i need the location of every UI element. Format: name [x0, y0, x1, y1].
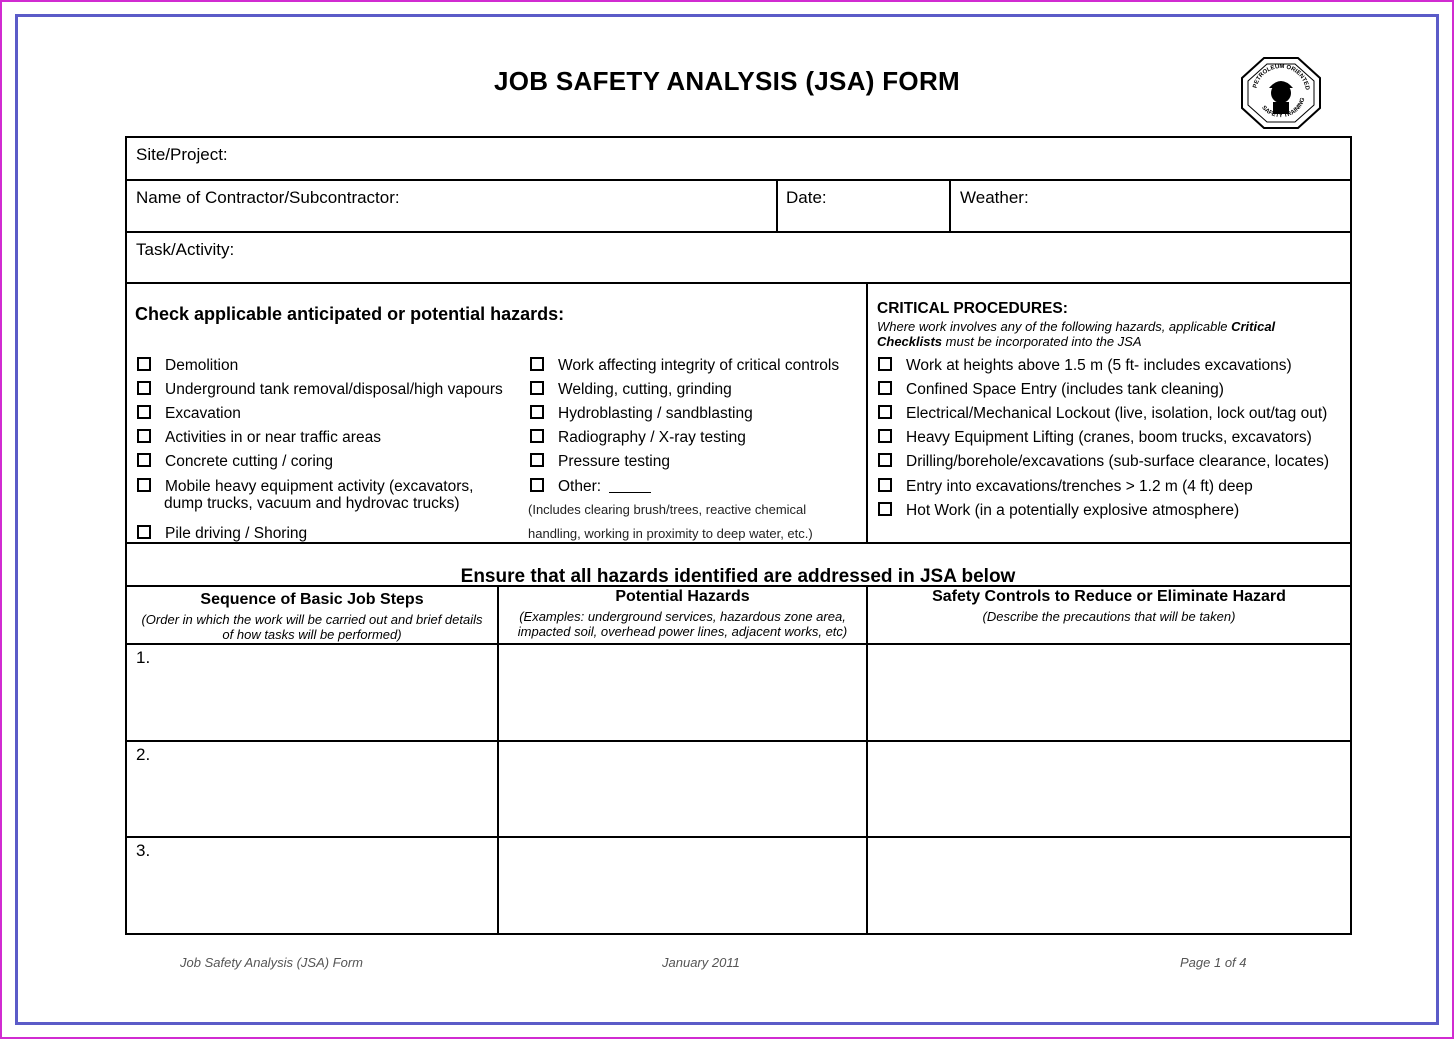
checkbox[interactable] — [137, 453, 151, 467]
critical-checkbox-item[interactable]: Hot Work (in a potentially explosive atmosphere) — [878, 502, 1239, 519]
rule — [866, 282, 868, 543]
rule — [125, 282, 1352, 284]
checkbox[interactable] — [530, 381, 544, 395]
checkbox[interactable] — [137, 381, 151, 395]
footer-form-name: Job Safety Analysis (JSA) Form — [180, 955, 364, 970]
other-note: (Includes clearing brush/trees, reactive chemical — [528, 502, 807, 517]
critical-checkbox-item[interactable]: Drilling/borehole/excavations (sub-surface clearance, locates) — [878, 453, 1329, 470]
hazard-checkbox-item[interactable]: Pressure testing — [530, 453, 670, 470]
column-title-steps: Sequence of Basic Job Steps — [200, 591, 424, 608]
logo-text-top: PETROLEUM ORIENTED — [1252, 63, 1310, 91]
contractor-field[interactable]: Name of Contractor/Subcontractor: — [136, 188, 400, 207]
hazard-checkbox-item[interactable]: Concrete cutting / coring — [137, 453, 333, 470]
checkbox[interactable] — [878, 381, 892, 395]
table-row-number: 1. — [136, 648, 151, 667]
logo-text-bottom: SAFETY TRAINING — [1260, 97, 1307, 120]
critical-procedures-heading: CRITICAL PROCEDURES: — [877, 300, 1068, 317]
critical-checkbox-item[interactable]: Entry into excavations/trenches > 1.2 m (4 ft) deep — [878, 478, 1253, 495]
critical-checkbox-item[interactable]: Work at heights above 1.5 m (5 ft- includes excavations) — [878, 357, 1292, 374]
task-activity-field[interactable]: Task/Activity: — [136, 240, 235, 259]
hazard-item-continuation: dump trucks, vacuum and hydrovac trucks) — [164, 495, 460, 512]
footer-page-number: Page 1 of 4 — [1180, 955, 1247, 970]
column-subtitle: (Describe the precautions that will be taken) — [982, 609, 1236, 624]
weather-field[interactable]: Weather: — [960, 188, 1029, 207]
rule — [949, 179, 951, 232]
other-blank-line[interactable] — [609, 492, 651, 493]
hazard-checkbox-item[interactable]: Pile driving / Shoring — [137, 525, 307, 542]
hazard-checkbox-item[interactable]: Demolition — [137, 357, 238, 374]
checkbox[interactable] — [530, 429, 544, 443]
table-row-number: 2. — [136, 745, 151, 764]
hazard-checkbox-item[interactable]: Welding, cutting, grinding — [530, 381, 732, 398]
checkbox[interactable] — [530, 453, 544, 467]
hazard-checkbox-item[interactable]: Mobile heavy equipment activity (excavators, — [137, 478, 473, 495]
critical-checkbox-item[interactable]: Electrical/Mechanical Lockout (live, isolation, lock out/tag out) — [878, 405, 1327, 422]
critical-checkbox-item[interactable]: Heavy Equipment Lifting (cranes, boom trucks, excavators) — [878, 429, 1312, 446]
column-subtitle: (Order in which the work will be carried out and brief details — [141, 612, 483, 627]
footer-date: January 2011 — [662, 955, 740, 970]
other-note: handling, working in proximity to deep water, etc.) — [528, 526, 813, 541]
checkbox[interactable] — [137, 405, 151, 419]
checkbox[interactable] — [530, 357, 544, 371]
hazard-checkbox-item[interactable]: Underground tank removal/disposal/high vapours — [137, 381, 503, 398]
hazard-checkbox-item[interactable]: Hydroblasting / sandblasting — [530, 405, 753, 422]
rule — [776, 179, 778, 232]
checkbox[interactable] — [530, 478, 544, 492]
critical-procedures-note: Where work involves any of the following hazards, applicable Critical Checklists must be incorporated into the JSA — [877, 319, 1276, 349]
rule — [125, 836, 1352, 838]
hazard-checkbox-other[interactable]: Other: — [530, 478, 651, 495]
checkbox[interactable] — [137, 525, 151, 539]
hazard-checkbox-item[interactable]: Excavation — [137, 405, 241, 422]
hazard-checkbox-item[interactable]: Radiography / X-ray testing — [530, 429, 746, 446]
checkbox[interactable] — [137, 429, 151, 443]
critical-checkbox-item[interactable]: Confined Space Entry (includes tank cleaning) — [878, 381, 1224, 398]
column-title-hazards: Potential Hazards — [615, 588, 750, 605]
date-field[interactable]: Date: — [786, 188, 827, 207]
checkbox[interactable] — [530, 405, 544, 419]
hazard-checkbox-item[interactable]: Work affecting integrity of critical controls — [530, 357, 839, 374]
rule — [125, 231, 1352, 233]
checkbox[interactable] — [878, 478, 892, 492]
form-title: JOB SAFETY ANALYSIS (JSA) FORM — [494, 66, 960, 96]
site-project-field[interactable]: Site/Project: — [136, 145, 228, 164]
jsa-banner: Ensure that all hazards identified are addressed in JSA below — [460, 566, 1016, 587]
column-subtitle: impacted soil, overhead power lines, adjacent works, etc) — [517, 624, 848, 639]
checkbox[interactable] — [878, 405, 892, 419]
petroleum-safety-logo — [1240, 56, 1322, 130]
rule — [125, 179, 1352, 181]
rule — [125, 740, 1352, 742]
hazards-heading: Check applicable anticipated or potential hazards: — [135, 304, 565, 324]
checkbox[interactable] — [878, 429, 892, 443]
checkbox[interactable] — [878, 453, 892, 467]
column-title-controls: Safety Controls to Reduce or Eliminate Hazard — [932, 588, 1286, 605]
checkbox[interactable] — [878, 502, 892, 516]
table-row-number: 3. — [136, 841, 151, 860]
checkbox[interactable] — [878, 357, 892, 371]
rule — [125, 542, 1352, 544]
checkbox[interactable] — [137, 478, 151, 492]
rule — [125, 643, 1352, 645]
column-subtitle: (Examples: underground services, hazardous zone area, — [519, 609, 846, 624]
rule — [866, 585, 868, 934]
column-subtitle: of how tasks will be performed) — [222, 627, 402, 642]
checkbox[interactable] — [137, 357, 151, 371]
hazard-checkbox-item[interactable]: Activities in or near traffic areas — [137, 429, 381, 446]
